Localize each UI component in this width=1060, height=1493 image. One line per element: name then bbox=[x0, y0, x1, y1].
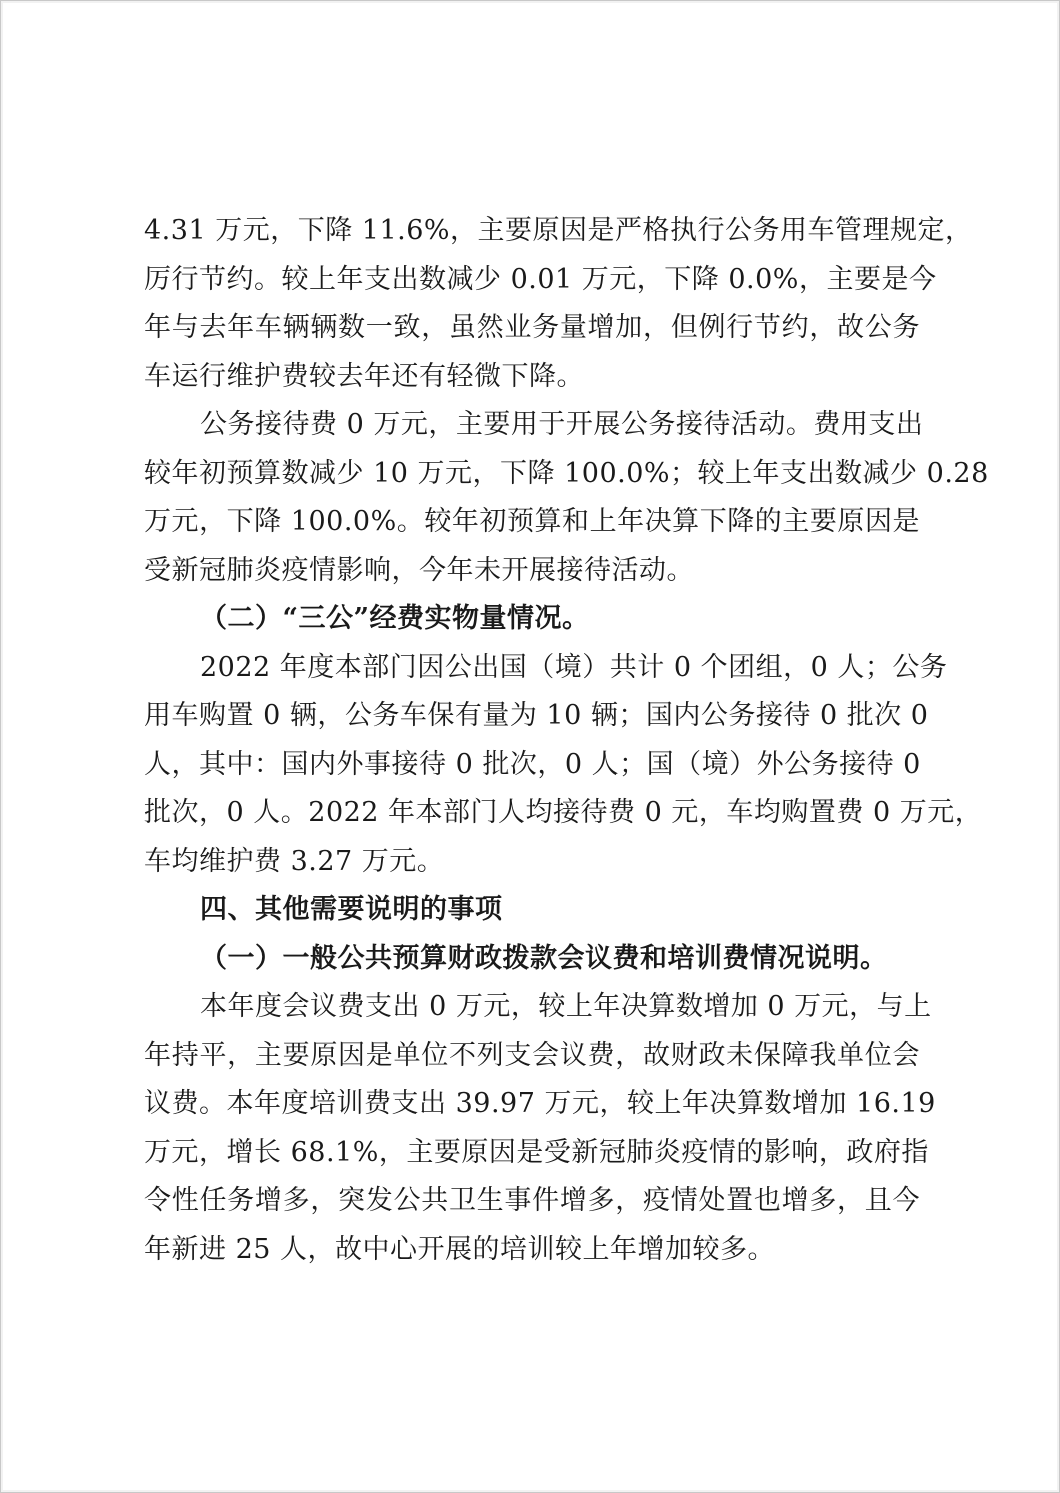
text-line: 公务接待费 0 万元，主要用于开展公务接待活动。费用支出 bbox=[200, 409, 924, 440]
section-heading-other-matters bbox=[144, 886, 920, 935]
text-line: 2022 年度本部门因公出国（境）共计 0 个团组，0 人；公务 bbox=[200, 651, 948, 683]
section-heading-meeting-training bbox=[144, 935, 920, 984]
text-line: 车运行维护费较去年还有轻微下降。 bbox=[144, 360, 584, 392]
paragraph-quantity-details bbox=[144, 644, 983, 887]
text-line: 年持平，主要原因是单位不列支会议费，故财政未保障我单位会 bbox=[144, 1039, 920, 1071]
text-line: 万元，下降 100.0%。较年初预算和上年决算下降的主要原因是 bbox=[144, 506, 920, 537]
text-line: 本年度会议费支出 0 万元，较上年决算数增加 0 万元，与上 bbox=[200, 991, 932, 1022]
paragraph-vehicle-maintenance bbox=[144, 207, 973, 401]
text-line: 4.31 万元，下降 11.6%，主要原因是严格执行公务用车管理规定， bbox=[144, 215, 973, 246]
paragraph-reception-expenses bbox=[144, 401, 989, 595]
text-line: 受新冠肺炎疫情影响，今年未开展接待活动。 bbox=[144, 554, 694, 586]
text-line: 人，其中：国内外事接待 0 批次，0 人；国（境）外公务接待 0 bbox=[144, 748, 921, 780]
paragraph-meeting-training-expenses bbox=[144, 983, 936, 1274]
heading-text: 四、其他需要说明的事项 bbox=[200, 894, 503, 925]
document-body bbox=[144, 207, 989, 1274]
heading-text: （一）一般公共预算财政拨款会议费和培训费情况说明。 bbox=[200, 942, 888, 974]
text-line: 议费。本年度培训费支出 39.97 万元，较上年决算数增加 16.19 bbox=[144, 1088, 936, 1119]
text-line: 年新进 25 人，故中心开展的培训较上年增加较多。 bbox=[144, 1233, 776, 1265]
text-line: 年与去年车辆辆数一致，虽然业务量增加，但例行节约，故公务 bbox=[144, 312, 920, 343]
section-heading-three-public-quantity bbox=[144, 595, 920, 644]
text-line: 较年初预算数减少 10 万元，下降 100.0%；较上年支出数减少 0.28 bbox=[144, 457, 989, 489]
heading-text: （二）“三公”经费实物量情况。 bbox=[200, 603, 590, 634]
text-line: 厉行节约。较上年支出数减少 0.01 万元，下降 0.0%，主要是今 bbox=[144, 263, 937, 295]
text-line: 批次，0 人。2022 年本部门人均接待费 0 元，车均购置费 0 万元， bbox=[144, 797, 983, 828]
text-line: 令性任务增多，突发公共卫生事件增多，疫情处置也增多，且今 bbox=[144, 1185, 920, 1216]
text-line: 用车购置 0 辆，公务车保有量为 10 辆；国内公务接待 0 批次 0 bbox=[144, 700, 929, 731]
text-line: 车均维护费 3.27 万元。 bbox=[144, 845, 445, 877]
text-line: 万元，增长 68.1%，主要原因是受新冠肺炎疫情的影响，政府指 bbox=[144, 1136, 929, 1168]
